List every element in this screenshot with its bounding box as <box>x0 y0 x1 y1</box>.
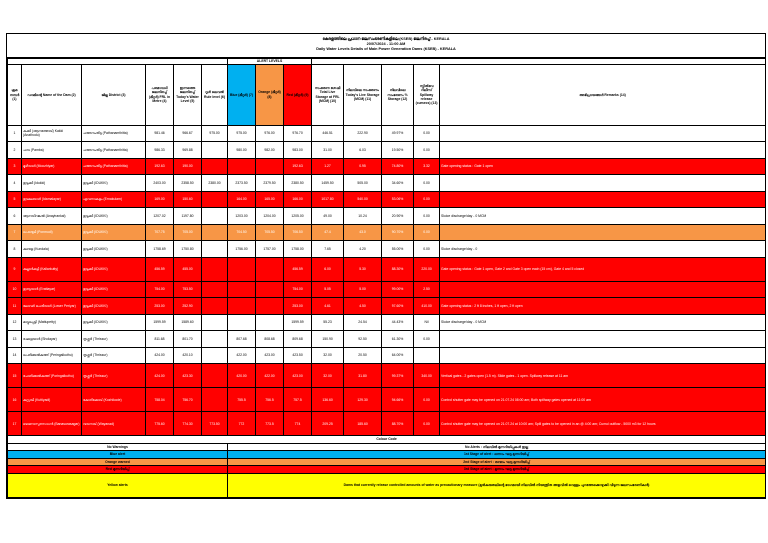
dam-frl: 707.75 <box>146 224 174 241</box>
dam-remarks: Gate opening status : 2 ft 8 inches, 1 ft open, 2 ft open <box>440 298 766 315</box>
dam-red-level: 456.59 <box>284 257 312 281</box>
dam-storage-pct: 88.30% <box>382 257 414 281</box>
dam-spillway-release: 0.00 <box>414 388 440 412</box>
dam-frl: 2403.00 <box>146 175 174 192</box>
dam-storage-pct: 97.60% <box>382 298 414 315</box>
colour-code-legend <box>8 436 766 498</box>
dam-blue-level: 422.00 <box>228 347 256 364</box>
dam-sl: 8 <box>8 241 22 258</box>
dam-spillway-release: 0.00 <box>414 125 440 142</box>
dam-sl: 6 <box>8 208 22 225</box>
dam-remarks <box>440 125 766 142</box>
dam-district: ഇടുക്കി (IDUKKI) <box>82 224 146 241</box>
legend-label: Red മുന്നറിയിപ്പ് <box>8 466 228 474</box>
legend-row <box>8 458 766 466</box>
dam-total-storage: 32.00 <box>312 347 344 364</box>
dam-red-level: 166.00 <box>284 191 312 208</box>
col-dam-name: ഡാമിന്റെ Name of the Dam (2) <box>22 64 82 125</box>
dam-red-level: 423.00 <box>284 364 312 388</box>
dam-live-storage: 0.95 <box>344 158 382 175</box>
dam-orange-level: 422.00 <box>256 364 284 388</box>
dam-frl: 1758.69 <box>146 241 174 258</box>
dam-remarks: Sluice discharge/day - 0 MCM <box>440 208 766 225</box>
legend-description: No Alerts : നിലവിൽ മുന്നറിയിപ്പുകൾ ഇല്ല <box>228 443 766 451</box>
dam-orange-level: 976.00 <box>256 125 284 142</box>
dam-blue-level: 755.5 <box>228 388 256 412</box>
dam-orange-level <box>256 298 284 315</box>
dam-rule-level <box>202 298 228 315</box>
legend-label: Blue alert <box>8 451 228 459</box>
dam-storage-pct: 94.66% <box>382 388 414 412</box>
dam-row <box>8 191 766 208</box>
dam-district: പത്തനംതിട്ട (Pathanamthitta) <box>82 158 146 175</box>
dam-today-level: 1197.80 <box>174 208 202 225</box>
dam-red-level: 1599.59 <box>284 314 312 331</box>
dam-red-level: 809.68 <box>284 331 312 348</box>
dam-live-storage: 92.50 <box>344 331 382 348</box>
dam-today-level: 423.30 <box>174 364 202 388</box>
col-orange-alert: Orange (മീറ്റർ) (8) <box>256 64 284 125</box>
dam-live-storage: 31.80 <box>344 364 382 388</box>
dam-total-storage: 6.00 <box>312 257 344 281</box>
dam-today-level: 190.00 <box>174 158 202 175</box>
dam-row <box>8 412 766 436</box>
dam-total-storage: 150.90 <box>312 331 344 348</box>
dam-storage-pct: 19.50% <box>382 142 414 159</box>
dam-red-level: 1758.00 <box>284 241 312 258</box>
dam-sl: 10 <box>8 281 22 298</box>
dam-today-level: 705.00 <box>174 224 202 241</box>
dam-orange-level: 705.50 <box>256 224 284 241</box>
dam-district: കോഴിക്കോട് (Kozhikode) <box>82 388 146 412</box>
dam-blue-level: 1756.00 <box>228 241 256 258</box>
dam-storage-pct: 53.06% <box>382 191 414 208</box>
dam-rule-level <box>202 224 228 241</box>
dam-name: കുണ്ടള (Kundala) <box>22 241 82 258</box>
dam-name: ഇടമലയാർ (Idamalayar) <box>22 191 82 208</box>
dam-district: ഇടുക്കി (IDUKKI) <box>82 314 146 331</box>
dam-rule-level <box>202 314 228 331</box>
dam-name: ഷോളയാർ (Sholayar) <box>22 331 82 348</box>
dam-orange-level <box>256 281 284 298</box>
dam-red-level: 983.00 <box>284 142 312 159</box>
dam-total-storage: 49.00 <box>312 208 344 225</box>
legend-row <box>8 451 766 459</box>
title-line-malayalam: കേരളത്തിലെ പ്രധാന ജലസംഭരണികളിലെ (KSEB) ജലനിരപ്പ് - KERALA <box>322 37 450 41</box>
dam-name: കക്കി (ആനത്തോട്) Kakki (Anathodu) <box>22 125 82 142</box>
dam-rule-level <box>202 208 228 225</box>
dam-blue-level <box>228 281 256 298</box>
dam-district: പത്തനംതിട്ട (Pathanamthitta) <box>82 142 146 159</box>
dam-red-level: 757.5 <box>284 388 312 412</box>
dam-today-level: 756.70 <box>174 388 202 412</box>
legend-label: No Warnings <box>8 443 228 451</box>
dam-frl: 192.63 <box>146 158 174 175</box>
legend-description: Dams that currently release controlled amounts of water as precautionary measure (മുൻകരുതലിന്റെ ഭാഗമായി നിലവിൽ നിയന്ത്രിത അളവിൽ വെള്ളം പുറത്തേക്കൊഴുക്കി വിടുന്ന ജലസംഭരണികൾ) <box>228 473 766 497</box>
dam-orange-level: 773.5 <box>256 412 284 436</box>
dam-orange-level: 756.5 <box>256 388 284 412</box>
dam-storage-pct: 90.70% <box>382 224 414 241</box>
dam-rule-level <box>202 281 228 298</box>
dam-blue-level: 772 <box>228 412 256 436</box>
dam-sl: 4 <box>8 175 22 192</box>
dam-frl: 811.68 <box>146 331 174 348</box>
dam-district: തൃശ്ശൂർ (Thrissur) <box>82 364 146 388</box>
dam-orange-level: 982.00 <box>256 142 284 159</box>
dam-sl: 2 <box>8 142 22 159</box>
dam-blue-level: 2373.50 <box>228 175 256 192</box>
col-spillway: സ്പിൽവേ റിലീസ് Spillway release (cumecs) (13) <box>414 64 440 125</box>
dam-live-storage: 5.30 <box>344 257 382 281</box>
dam-orange-level <box>256 158 284 175</box>
dam-sl: 12 <box>8 314 22 331</box>
dam-blue-level: 420.00 <box>228 364 256 388</box>
dam-total-storage: 209.25 <box>312 412 344 436</box>
dam-spillway-release: 0.00 <box>414 175 440 192</box>
dam-spillway-release: 0.00 <box>414 224 440 241</box>
dam-row <box>8 142 766 159</box>
dam-sl: 15 <box>8 364 22 388</box>
dam-live-storage: 43.0 <box>344 224 382 241</box>
dam-blue-level <box>228 158 256 175</box>
dam-today-level: 966.67 <box>174 125 202 142</box>
col-rule-level: റൂൾ ലെവൽ Rule level (6) <box>202 64 228 125</box>
dam-blue-level <box>228 298 256 315</box>
dam-today-level: 969.88 <box>174 142 202 159</box>
dam-remarks <box>440 175 766 192</box>
dam-name: മാട്ടുപ്പെട്ടി (Mattupetty) <box>22 314 82 331</box>
report-title-block <box>7 34 765 58</box>
dam-row <box>8 388 766 412</box>
dam-red-level: 192.63 <box>284 158 312 175</box>
col-blue-alert: Blue (മീറ്റർ) (7) <box>228 64 256 125</box>
dam-sl: 3 <box>8 158 22 175</box>
dam-live-storage: 540.00 <box>344 191 382 208</box>
col-live-storage: നിലവിലെ സംഭരണം Today's Live Storage (MCM) (11) <box>344 64 382 125</box>
col-red-alert: Red (മീറ്റർ) (9) <box>284 64 312 125</box>
dam-frl: 456.59 <box>146 257 174 281</box>
dam-row <box>8 257 766 281</box>
legend-row <box>8 443 766 451</box>
col-sl: ക്രമ നമ്പർ (1) <box>8 64 22 125</box>
dam-name: ഇരട്ടയാർ (Erattayar) <box>22 281 82 298</box>
dam-blue-level <box>228 257 256 281</box>
report-date-time: 20/07/2024 - 11:00 AM <box>366 42 406 47</box>
dam-rule-level: 2380.00 <box>202 175 228 192</box>
dam-storage-pct: 44.43% <box>382 314 414 331</box>
dam-district: തൃശ്ശൂർ (Thrissur) <box>82 347 146 364</box>
dam-row <box>8 208 766 225</box>
dam-live-storage: 4.20 <box>344 241 382 258</box>
dam-orange-level <box>256 257 284 281</box>
dam-district: പത്തനംതിട്ട (Pathanamthitta) <box>82 125 146 142</box>
legend-title: Colour Code <box>8 436 766 444</box>
legend-description: 3rd Stage of alert : മൂന്നാം ഘട്ട മുന്നറിയിപ്പ് <box>228 466 766 474</box>
dam-levels-sheet <box>6 33 766 499</box>
dam-spillway-release: 0.00 <box>414 142 440 159</box>
dam-red-level: 706.50 <box>284 224 312 241</box>
dam-rule-level <box>202 364 228 388</box>
dam-levels-table <box>7 58 766 498</box>
dam-storage-pct: 49.97% <box>382 125 414 142</box>
dam-name: ഇടുക്കി (Idukki) <box>22 175 82 192</box>
dam-today-level: 1750.80 <box>174 241 202 258</box>
dam-frl: 986.33 <box>146 142 174 159</box>
dam-remarks: Sluice discharge/day - 0 MCM <box>440 314 766 331</box>
dam-today-level: 2358.50 <box>174 175 202 192</box>
dam-frl: 1599.59 <box>146 314 174 331</box>
dam-sl: 16 <box>8 388 22 412</box>
dam-remarks: Control shutter gate may be opened on 21.07.24 at 10:00 am; Spill gates to be opened in an @ 4:00 am; Cumul outflow - 5000 m3 for 12 hours <box>440 412 766 436</box>
dam-live-storage: 20.50 <box>344 347 382 364</box>
legend-description: 2nd Stage of alert : രണ്ടാം ഘട്ട മുന്നറിയിപ്പ് <box>228 458 766 466</box>
dam-storage-pct: 20.90% <box>382 208 414 225</box>
dam-district: തൃശ്ശൂർ (Thrissur) <box>82 331 146 348</box>
dam-name: പമ്പ (Pamba) <box>22 142 82 159</box>
dam-live-storage: 24.54 <box>344 314 382 331</box>
dam-frl: 1207.02 <box>146 208 174 225</box>
dam-sl: 1 <box>8 125 22 142</box>
col-remarks: അഭിപ്രായങ്ങൾ Remarks (14) <box>440 64 766 125</box>
dam-district: ഇടുക്കി (IDUKKI) <box>82 241 146 258</box>
dam-storage-pct: 34.60% <box>382 175 414 192</box>
dam-spillway-release: 3.32 <box>414 158 440 175</box>
dam-orange-level <box>256 314 284 331</box>
col-total-storage: സംഭരണ ശേഷി Total Live Storage at FRL (MCM) (10) <box>312 64 344 125</box>
dam-blue-level <box>228 314 256 331</box>
dam-sl: 17 <box>8 412 22 436</box>
dam-frl: 424.00 <box>146 347 174 364</box>
dam-total-storage: 5.05 <box>312 281 344 298</box>
dam-total-storage: 55.23 <box>312 314 344 331</box>
dam-total-storage: 1459.50 <box>312 175 344 192</box>
dam-district: ഇടുക്കി (IDUKKI) <box>82 175 146 192</box>
dam-spillway-release: 0.00 <box>414 241 440 258</box>
dam-sl: 11 <box>8 298 22 315</box>
dam-storage-pct: 74.80% <box>382 158 414 175</box>
dam-sl: 14 <box>8 347 22 364</box>
legend-row <box>8 473 766 497</box>
dam-red-level: 253.00 <box>284 298 312 315</box>
dam-today-level: 150.60 <box>174 191 202 208</box>
dam-blue-level: 980.00 <box>228 142 256 159</box>
dam-frl: 981.46 <box>146 125 174 142</box>
dam-name: ലോവർ പെരിയാർ (Lower Periyar) <box>22 298 82 315</box>
dam-blue-level: 164.00 <box>228 191 256 208</box>
dam-storage-pct: 88.70% <box>382 412 414 436</box>
dam-rule-level <box>202 347 228 364</box>
dam-rule-level <box>202 158 228 175</box>
dam-storage-pct: 61.30% <box>382 331 414 348</box>
dam-remarks: Vertical gates - 2 gates open (1.5 m). Slide gates - 1 open. Spillway release at 11 am <box>440 364 766 388</box>
dam-row <box>8 347 766 364</box>
dam-rule-level: 773.50 <box>202 412 228 436</box>
dam-live-storage: 6.03 <box>344 142 382 159</box>
dam-row <box>8 331 766 348</box>
dam-red-level: 754.00 <box>284 281 312 298</box>
dam-storage-pct: 99.00% <box>382 281 414 298</box>
dam-today-level: 774.30 <box>174 412 202 436</box>
dam-rule-level <box>202 331 228 348</box>
legend-row <box>8 466 766 474</box>
dam-frl: 758.04 <box>146 388 174 412</box>
dam-remarks <box>440 347 766 364</box>
title-line-english: Daily Water Levels Details of Main Power Generation Dams (KSEB) - KERALA <box>316 47 456 52</box>
dam-blue-level: 807.68 <box>228 331 256 348</box>
legend-description: 1st Stage of alert : ഒന്നാം ഘട്ട മുന്നറിയിപ്പ് <box>228 451 766 459</box>
dam-red-level: 423.50 <box>284 347 312 364</box>
dam-orange-level: 423.00 <box>256 347 284 364</box>
dam-total-storage: 31.00 <box>312 142 344 159</box>
dam-red-level: 774 <box>284 412 312 436</box>
dam-name: ആനയിറങ്കൽ (Anayirankal) <box>22 208 82 225</box>
dam-remarks: Gate opening status : Gate 1 open <box>440 158 766 175</box>
dam-frl: 754.00 <box>146 281 174 298</box>
dam-spillway-release <box>414 347 440 364</box>
dam-today-level: 420.10 <box>174 347 202 364</box>
table-header <box>8 58 766 125</box>
dam-live-storage: 129.30 <box>344 388 382 412</box>
dam-district: ഇടുക്കി (IDUKKI) <box>82 298 146 315</box>
col-district: ജില്ല District (3) <box>82 64 146 125</box>
dam-rule-level: 975.00 <box>202 125 228 142</box>
dam-sl: 7 <box>8 224 22 241</box>
dam-spillway-release: 220.00 <box>414 257 440 281</box>
dam-district: ഇടുക്കി (IDUKKI) <box>82 257 146 281</box>
dam-name: ബാണാസുരസാഗർ (Banasurasagar) <box>22 412 82 436</box>
dam-orange-level: 165.00 <box>256 191 284 208</box>
dam-today-level: 801.70 <box>174 331 202 348</box>
dam-spillway-release: Nil <box>414 314 440 331</box>
dam-total-storage: 7.65 <box>312 241 344 258</box>
dam-row <box>8 314 766 331</box>
dam-name: പോരിങ്ങൽകുത്ത് (Poringalkuthu) <box>22 364 82 388</box>
dam-orange-level: 1757.00 <box>256 241 284 258</box>
dam-remarks <box>440 142 766 159</box>
dam-today-level: 1589.60 <box>174 314 202 331</box>
dam-today-level: 455.00 <box>174 257 202 281</box>
dam-rows <box>8 125 766 436</box>
dam-orange-level: 808.68 <box>256 331 284 348</box>
dam-storage-pct: 64.00% <box>382 347 414 364</box>
dam-sl: 9 <box>8 257 22 281</box>
dam-today-level: 753.50 <box>174 281 202 298</box>
dam-live-storage: 222.90 <box>344 125 382 142</box>
legend-label: Orange warned <box>8 458 228 466</box>
dam-remarks: Gate opening status : Gate 1 open, Gate 2 and Gate 3 open each (15 cm), Gate 4 and 5 closed <box>440 257 766 281</box>
dam-orange-level: 1204.00 <box>256 208 284 225</box>
dam-live-storage: 505.00 <box>344 175 382 192</box>
dam-remarks <box>440 224 766 241</box>
dam-spillway-release: 0.00 <box>414 208 440 225</box>
dam-name: പൊന്മുടി (Ponmudi) <box>22 224 82 241</box>
dam-name: കല്ലാർകുട്ടി (Kallarkutty) <box>22 257 82 281</box>
dam-remarks <box>440 331 766 348</box>
dam-live-storage: 185.60 <box>344 412 382 436</box>
dam-spillway-release: 340.00 <box>414 364 440 388</box>
dam-orange-level: 2379.50 <box>256 175 284 192</box>
dam-total-storage: 32.00 <box>312 364 344 388</box>
dam-rule-level <box>202 241 228 258</box>
dam-blue-level: 975.00 <box>228 125 256 142</box>
alert-levels-heading: ALERT LEVELS <box>228 58 312 64</box>
dam-row <box>8 241 766 258</box>
dam-total-storage: 47.4 <box>312 224 344 241</box>
dam-district: ഇടുക്കി (IDUKKI) <box>82 281 146 298</box>
dam-spillway-release: 0.00 <box>414 412 440 436</box>
dam-row <box>8 224 766 241</box>
dam-remarks <box>440 281 766 298</box>
dam-name: പെരിങ്ങൽകുത്ത് (Peringalkuthu) <box>22 347 82 364</box>
dam-spillway-release: 410.00 <box>414 298 440 315</box>
dam-live-storage: 4.50 <box>344 298 382 315</box>
dam-live-storage: 5.00 <box>344 281 382 298</box>
dam-row <box>8 158 766 175</box>
dam-sl: 13 <box>8 331 22 348</box>
dam-rule-level <box>202 142 228 159</box>
dam-red-level: 976.70 <box>284 125 312 142</box>
dam-rule-level <box>202 257 228 281</box>
dam-row <box>8 281 766 298</box>
col-todays-level: ഇന്നത്തെ ജലനിരപ്പ് Today's Water Level (5) <box>174 64 202 125</box>
dam-blue-level: 1203.00 <box>228 208 256 225</box>
dam-red-level: 2380.50 <box>284 175 312 192</box>
dam-district: വയനാട് (Wayanad) <box>82 412 146 436</box>
dam-row <box>8 298 766 315</box>
dam-spillway-release: 2.50 <box>414 281 440 298</box>
col-storage-pct: നിലവിലെ സംഭരണം % Storage (12) <box>382 64 414 125</box>
col-frl: പരമാവധി ജലനിരപ്പ് (മീറ്റർ) FRL in Metre (4) <box>146 64 174 125</box>
dam-total-storage: 446.51 <box>312 125 344 142</box>
dam-live-storage: 10.24 <box>344 208 382 225</box>
dam-district: എറണാകുളം (Ernakulam) <box>82 191 146 208</box>
dam-spillway-release: 0.00 <box>414 191 440 208</box>
dam-storage-pct: 99.37% <box>382 364 414 388</box>
legend-label: Yellow alerts <box>8 473 228 497</box>
dam-district: ഇടുക്കി (IDUKKI) <box>82 208 146 225</box>
dam-name: കുറ്റ്യാടി (Kuttiyadi) <box>22 388 82 412</box>
dam-remarks: Control shutter gate may be opened on 21.07.24 08:00 am; Both spillway gates opened at 11:00 am <box>440 388 766 412</box>
dam-row <box>8 364 766 388</box>
dam-rule-level <box>202 191 228 208</box>
dam-frl: 169.00 <box>146 191 174 208</box>
dam-remarks: Sluice discharge/day - 0 <box>440 241 766 258</box>
dam-total-storage: 1017.80 <box>312 191 344 208</box>
dam-row <box>8 175 766 192</box>
dam-frl: 775.60 <box>146 412 174 436</box>
dam-total-storage: 136.60 <box>312 388 344 412</box>
dam-frl: 253.00 <box>146 298 174 315</box>
dam-red-level: 1205.00 <box>284 208 312 225</box>
dam-blue-level: 704.50 <box>228 224 256 241</box>
dam-sl: 5 <box>8 191 22 208</box>
dam-frl: 424.00 <box>146 364 174 388</box>
dam-name: മൂഴിയാർ (Moozhiyar) <box>22 158 82 175</box>
dam-total-storage: 4.61 <box>312 298 344 315</box>
dam-spillway-release: 0.00 <box>414 331 440 348</box>
dam-rule-level <box>202 388 228 412</box>
dam-row <box>8 125 766 142</box>
dam-remarks <box>440 191 766 208</box>
dam-today-level: 252.90 <box>174 298 202 315</box>
dam-storage-pct: 55.00% <box>382 241 414 258</box>
dam-total-storage: 1.27 <box>312 158 344 175</box>
